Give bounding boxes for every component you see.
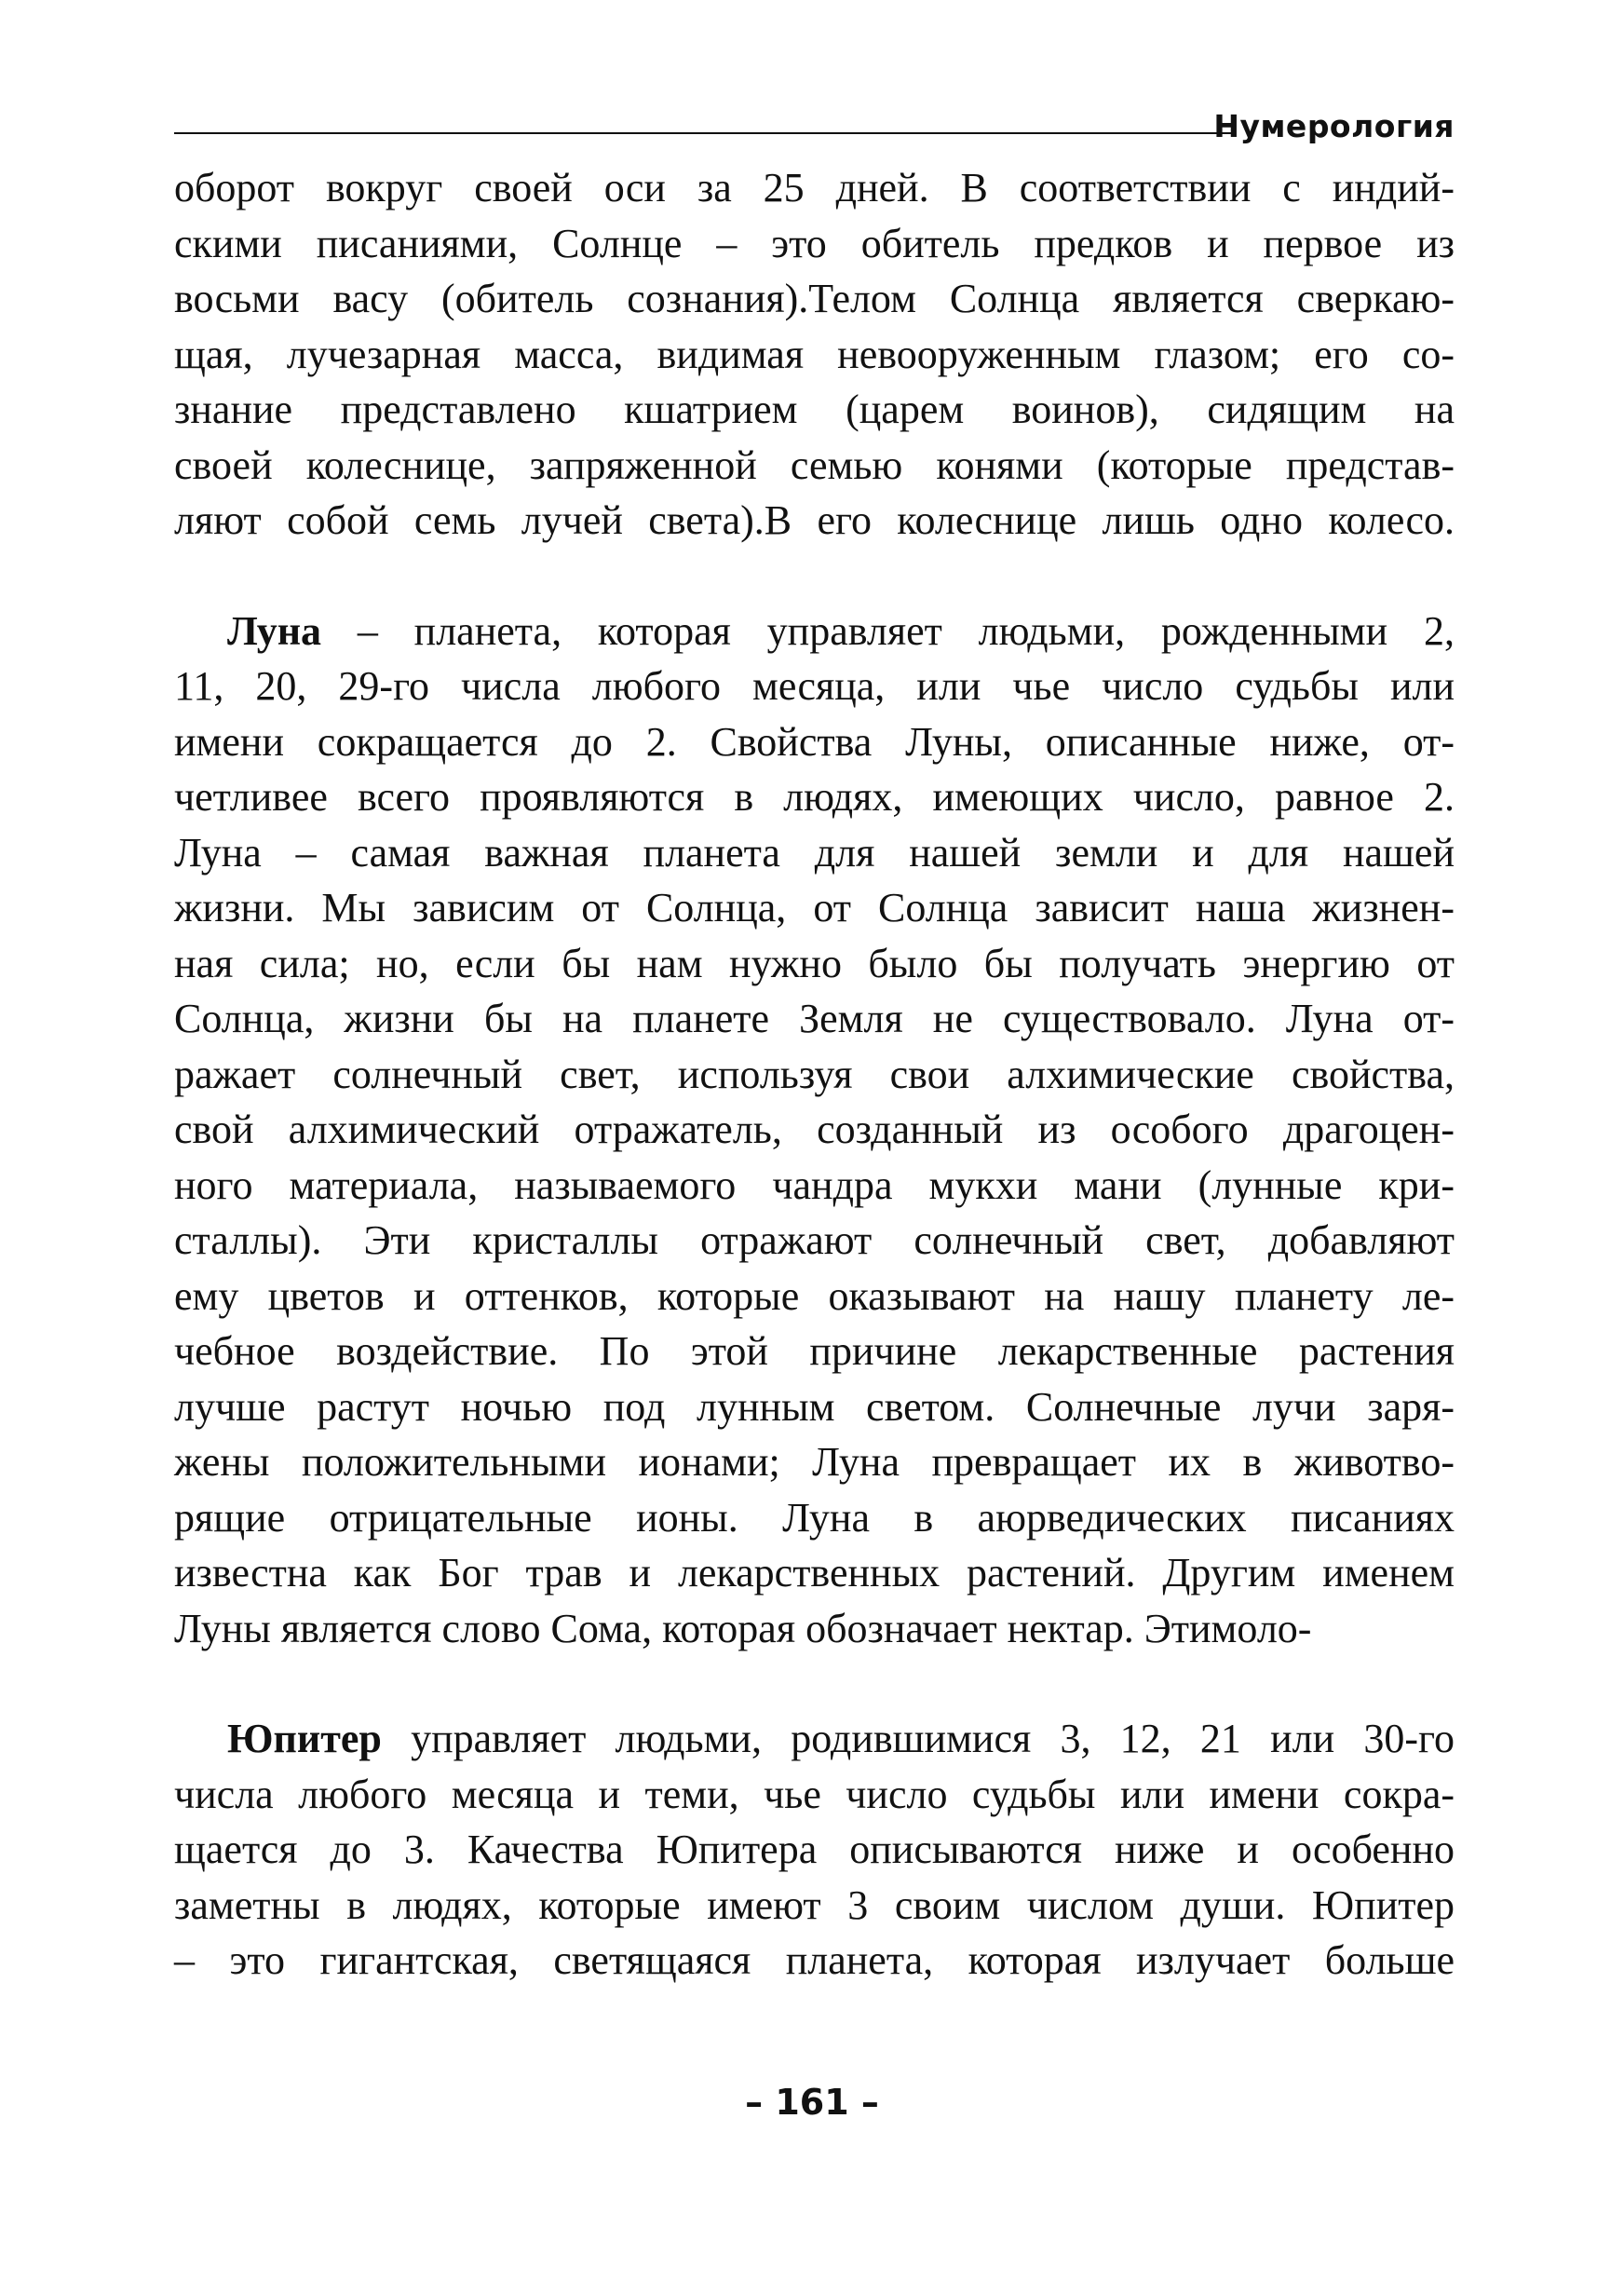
text-line: знание представлено кшатрием (царем воинов), сидящим на — [174, 387, 1455, 432]
header-title: Нумерология — [1213, 108, 1455, 144]
text-line: четливее всего проявляются в людях, имеющих число, равное 2. — [174, 774, 1455, 820]
header-rule — [174, 132, 1231, 134]
paragraph-first-line — [174, 604, 1455, 659]
text-line: жены положительными ионами; Луна превращает их в животво- — [174, 1439, 1455, 1485]
text-run: – планета, которая управляет людьми, рожденными 2, — [321, 607, 1455, 654]
text-line: ему цветов и оттенков, которые оказывают на нашу планету ле- — [174, 1272, 1455, 1319]
text-line: числа любого месяца и теми, чье число судьбы или имени сокра- — [174, 1771, 1455, 1817]
text-line: сталлы). Эти кристаллы отражают солнечный свет, добавляют — [174, 1217, 1455, 1263]
paragraph-jupiter — [174, 1711, 1455, 1989]
text-line: Солнца, жизни бы на планете Земля не существовало. Луна от- — [174, 996, 1455, 1041]
text-line: чебное воздействие. По этой причине лекарственные растения — [174, 1328, 1455, 1374]
text-line: лучше растут ночью под лунным светом. Солнечные лучи заря- — [174, 1383, 1455, 1430]
paragraph-first-line — [174, 1711, 1455, 1767]
page-number: – 161 – — [745, 2082, 879, 2123]
term-moon: Луна — [227, 607, 322, 654]
text-line: свой алхимический отражатель, созданный из особого драгоцен- — [174, 1107, 1455, 1152]
term-jupiter: Юпитер — [227, 1716, 382, 1761]
paragraph-moon — [174, 604, 1455, 1657]
text-line: щая, лучезарная масса, видимая невооруженным глазом; его со- — [174, 331, 1455, 377]
text-line: щается до 3. Качества Юпитера описываются ниже и особенно — [174, 1826, 1455, 1872]
paragraph-gap — [174, 549, 1455, 604]
text-line: ражает солнечный свет, используя свои алхимические свойства, — [174, 1051, 1455, 1097]
paragraph-gap — [174, 1656, 1455, 1711]
text-run: управляет людьми, родившимися 3, 12, 21 или 30-го — [381, 1716, 1455, 1761]
page-body — [174, 160, 1455, 1989]
text-line: скими писаниями, Солнце – это обитель предков и первое из — [174, 220, 1455, 266]
text-line: известна как Бог трав и лекарственных растений. Другим именем — [174, 1550, 1455, 1596]
text-line: заметны в людях, которые имеют 3 своим числом души. Юпитер — [174, 1881, 1455, 1928]
text-line: Луны является слово Сома, которая обозначает нектар. Этимоло- — [174, 1605, 1312, 1651]
text-line: – это гигантская, светящаяся планета, которая излучает больше — [174, 1937, 1455, 1983]
text-line: ляют собой семь лучей света).В его колеснице лишь одно колесо. — [174, 497, 1455, 543]
text-line: жизни. Мы зависим от Солнца, от Солнца зависит наша жизнен- — [174, 885, 1455, 930]
text-line: ного материала, называемого чандра мукхи мани (лунные кри- — [174, 1161, 1455, 1208]
text-line: Луна – самая важная планета для нашей земли и для нашей — [174, 829, 1455, 876]
text-line: оборот вокруг своей оси за 25 дней. В соответствии с индий- — [174, 165, 1455, 210]
text-line: восьми васу (обитель сознания).Телом Солнца является сверкаю- — [174, 276, 1455, 321]
text-line: ная сила; но, если бы нам нужно было бы получать энергию от — [174, 940, 1455, 986]
text-line: рящие отрицательные ионы. Луна в аюрведических писаниях — [174, 1494, 1455, 1541]
text-line: 11, 20, 29-го числа любого месяца, или чье число судьбы или — [174, 663, 1455, 709]
text-line: имени сокращается до 2. Свойства Луны, описанные ниже, от- — [174, 718, 1455, 765]
paragraph-sun-continued — [174, 160, 1455, 549]
text-line: своей колеснице, запряженной семью конями (которые представ- — [174, 441, 1455, 488]
running-header — [174, 104, 1455, 149]
